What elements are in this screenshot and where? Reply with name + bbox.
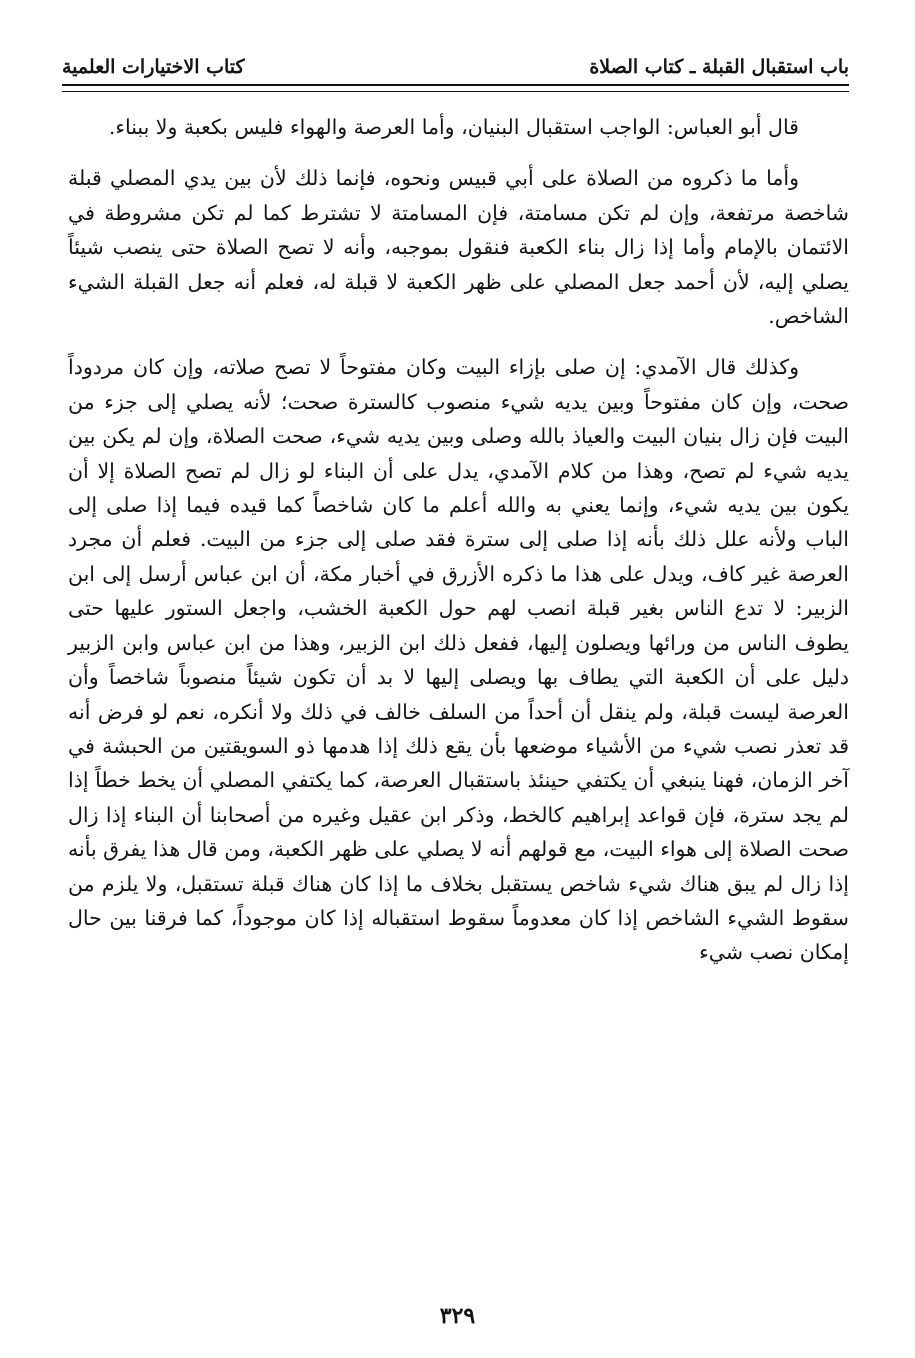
paragraph-2: وأما ما ذكروه من الصلاة على أبي قبيس ونحوه، فإنما ذلك لأن بين يدي المصلي قبلة شاخصة مرتفعة، وإن لم تكن مسامتة، فإن المسامتة لا تشترط كما لم تكن مشروطة في الائتمان بالإمام وأما إذا زال بناء الكعبة فنقول بموجبه، وأنه لا تصح الصلاة حتى ينصب شيئاً يصلي إليه، لأن أحمد جعل المصلي على ظهر الكعبة لا قبلة له، فعلم أنه جعل القبلة الشيء الشاخص. [68,166,849,329]
page-number: ٣٢٩ [439,1303,476,1329]
header-rule-thick [62,84,849,86]
header-chapter-title: باب استقبال القبلة ـ كتاب الصلاة [589,56,849,78]
running-header [62,38,849,78]
header-book-title: كتاب الاختيارات العلمية [62,56,245,78]
paragraph-1: قال أبو العباس: الواجب استقبال البنيان، وأما العرصة والهواء فليس بكعبة ولا ببناء. [108,115,799,139]
header-rule-thin [62,91,849,92]
page-body-text [68,110,849,970]
paragraph-3: وكذلك قال الآمدي: إن صلى بإزاء البيت وكان مفتوحاً لا تصح صلاته، وإن كان مردوداً صحت، وإن كان مفتوحاً وبين يديه شيء منصوب كالسترة صحت؛ لأنه يصلي إلى جزء من البيت فإن زال بنيان البيت والعياذ بالله وصلى وبين يديه شيء، صحت الصلاة، وإن لم يكن بين يديه شيء لم تصح، وهذا من كلام الآمدي، يدل على أن البناء لو زال لم تصح الصلاة إلا أن يكون بين يديه شيء، وإنما يعني به والله أعلم ما كان شاخصاً كما قيده فيما إذا صلى إلى الباب ولأنه علل ذلك بأنه إذا صلى إلى سترة فقد صلى إلى جزء من البيت. فعلم أن مجرد العرصة غير كاف، ويدل على هذا ما ذكره الأزرق في أخبار مكة، أن ابن عباس أرسل إلى ابن الزبير: لا تدع الناس بغير قبلة انصب لهم حول الكعبة الخشب، واجعل الستور عليها حتى يطوف الناس من ورائها ويصلون إليها، ففعل ذلك ابن الزبير، وهذا من ابن عباس وابن الزبير دليل على أن الكعبة التي يطاف بها ويصلى إليها لا بد أن تكون شيئاً منصوباً شاخصاً وأن العرصة ليست قبلة، ولم ينقل أن أحداً من السلف خالف في ذلك ولا أنكره، نعم لو فرض أنه قد تعذر نصب شيء من الأشياء موضعها بأن يقع ذلك إذا هدمها ذو السويقتين من الحبشة في آخر الزمان، فهنا ينبغي أن يكتفي حينئذ باستقبال العرصة، كما يكتفي المصلي أن يخط خطاً إذا لم يجد سترة، فإن قواعد إبراهيم كالخط، وذكر ابن عقيل وغيره من أصحابنا أن البناء إذا زال صحت الصلاة إلى هواء البيت، مع قولهم أنه لا يصلي على ظهر الكعبة، ومن قال هذا يفرق بأنه إذا زال لم يبق هناك شيء شاخص يستقبل بخلاف ما إذا كان هناك قبلة تستقبل، ولا يلزم من سقوط الشيء الشاخص إذا كان معدوماً سقوط استقباله إذا كان موجوداً، كما فرقنا بين حال إمكان نصب شيء [68,355,849,965]
